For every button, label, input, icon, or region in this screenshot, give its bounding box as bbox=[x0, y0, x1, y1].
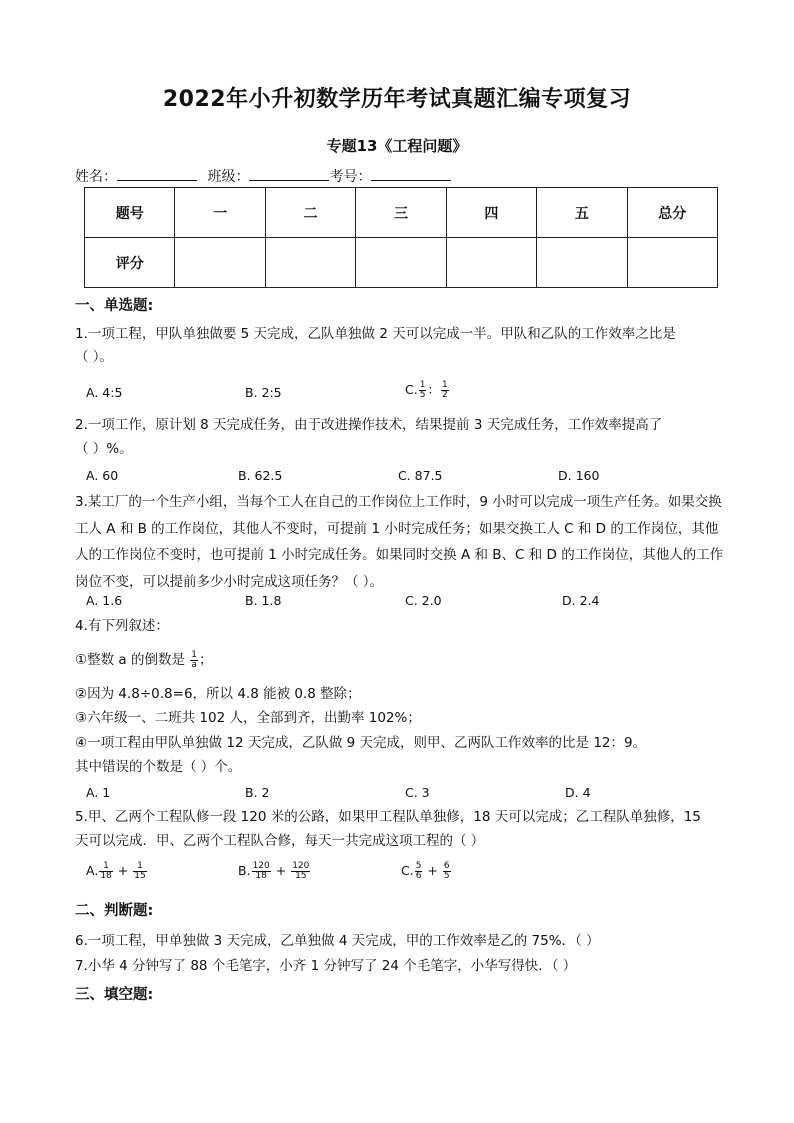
q7-text: 7.小华 4 分钟写了 88 个毛笔字，小齐 1 分钟写了 24 个毛笔字，小华写得快．（ ） bbox=[75, 958, 577, 974]
numerator: 1 bbox=[99, 862, 112, 872]
score-cell[interactable] bbox=[446, 238, 536, 288]
exam-no-blank[interactable] bbox=[371, 166, 451, 181]
q4-option-a[interactable]: A. 1 bbox=[86, 785, 111, 800]
q3-option-c[interactable]: C. 2.0 bbox=[405, 593, 442, 608]
q4-statement-4: ④一项工程由甲队单独做 12 天完成，乙队做 9 天完成，则甲、乙两队工作效率的比是 12：9。 bbox=[75, 735, 647, 751]
score-header-cell: 一 bbox=[175, 188, 265, 238]
denominator: 5 bbox=[443, 871, 450, 881]
fraction bbox=[415, 862, 423, 881]
q5-line1: 5.甲、乙两个工程队修一段 120 米的公路，如果甲工程队单独修，18 天可以完成；乙工程队单独修，15 bbox=[75, 809, 701, 825]
denominator: 15 bbox=[295, 871, 307, 881]
denominator: 18 bbox=[255, 871, 267, 881]
q3-option-d[interactable]: D. 2.4 bbox=[562, 593, 600, 608]
q1-line2: （ ）。 bbox=[75, 349, 114, 365]
plus-sign: + bbox=[117, 863, 129, 878]
section-heading-single-choice: 一、单选题: bbox=[75, 298, 154, 314]
score-cell[interactable] bbox=[356, 238, 446, 288]
q2-option-b[interactable]: B. 62.5 bbox=[238, 468, 283, 483]
fraction bbox=[443, 862, 451, 881]
score-header-cell: 总分 bbox=[627, 188, 717, 238]
score-table-header-row bbox=[85, 188, 718, 238]
q5-line2: 天可以完成．甲、乙两个工程队合修，每天一共完成这项工程的（ ） bbox=[75, 833, 485, 849]
q4-intro: 4.有下列叙述： bbox=[75, 618, 169, 634]
fraction bbox=[190, 651, 198, 670]
score-table-score-row bbox=[85, 238, 718, 288]
name-blank[interactable] bbox=[117, 166, 197, 181]
denominator: 2 bbox=[441, 390, 448, 400]
student-info-line bbox=[75, 166, 451, 186]
q1-option-b[interactable]: B. 2:5 bbox=[245, 385, 282, 400]
fraction bbox=[133, 862, 146, 881]
q2-line2: （ ）%。 bbox=[75, 441, 133, 457]
score-cell[interactable] bbox=[175, 238, 265, 288]
denominator: 18 bbox=[100, 871, 112, 881]
denominator: 5 bbox=[419, 390, 426, 400]
q2-line1: 2.一项工作，原计划 8 天完成任务，由于改进操作技术，结果提前 3 天完成任务，工作效率提高了 bbox=[75, 417, 663, 433]
q3-text: 3.某工厂的一个生产小组，当每个工人在自己的工作岗位上工作时，9 小时可以完成一项生产任务。如果交换工人 A 和 B 的工作岗位，其他人不变时，可提前 1 小时完成任务；如果交换工人 C 和 D 的工作岗位，其他人的工作岗位不变时，也可提前 1 小时完成任务。如果同时交换 A 和 B、C 和 D 的工作岗位，其他人的工作岗位不变，可以提前多少小时完成这项任务？（ ）。 bbox=[75, 494, 724, 590]
numerator: 1 bbox=[441, 380, 448, 390]
q3-option-b[interactable]: B. 1.8 bbox=[245, 593, 282, 608]
q5-option-a-prefix: A. bbox=[86, 863, 99, 878]
q5-option-b[interactable] bbox=[238, 862, 311, 881]
q4-option-c[interactable]: C. 3 bbox=[405, 785, 430, 800]
plus-sign: + bbox=[275, 863, 287, 878]
score-cell[interactable] bbox=[627, 238, 717, 288]
q4-statement-1 bbox=[75, 648, 213, 673]
section-heading-fill-blank: 三、填空题: bbox=[75, 987, 154, 1003]
score-cell[interactable] bbox=[537, 238, 627, 288]
q4-statement-1-text: ①整数 a 的倒数是 bbox=[75, 652, 185, 668]
q4-statement-1-suffix: ； bbox=[199, 652, 213, 668]
denominator: 6 bbox=[415, 871, 422, 881]
fraction bbox=[419, 381, 427, 400]
q5-option-b-prefix: B. bbox=[238, 863, 251, 878]
score-header-cell: 二 bbox=[265, 188, 355, 238]
q1-line1: 1.一项工程，甲队单独做要 5 天完成，乙队单独做 2 天可以完成一半。甲队和乙队的工作效率之比是 bbox=[75, 326, 676, 342]
exam-no-label: 考号： bbox=[329, 169, 372, 185]
numerator: 1 bbox=[419, 380, 426, 390]
q6-text: 6.一项工程，甲单独做 3 天完成，乙单独做 4 天完成，甲的工作效率是乙的 75%．（ ） bbox=[75, 933, 600, 949]
denominator: 15 bbox=[134, 871, 146, 881]
ratio-separator: ： bbox=[427, 382, 440, 397]
q4-statement-2: ②因为 4.8÷0.8=6，所以 4.8 能被 0.8 整除； bbox=[75, 686, 361, 702]
q5-option-c[interactable] bbox=[401, 862, 452, 881]
q4-option-d[interactable]: D. 4 bbox=[565, 785, 591, 800]
q5-option-a[interactable] bbox=[86, 862, 148, 881]
q1-option-a[interactable]: A. 4:5 bbox=[86, 385, 123, 400]
q1-option-c-prefix: C. bbox=[405, 382, 418, 397]
denominator: a bbox=[191, 659, 197, 670]
q3-option-a[interactable]: A. 1.6 bbox=[86, 593, 123, 608]
q4-statement-3: ③六年级一、二班共 102 人，全部到齐，出勤率 102%； bbox=[75, 710, 421, 726]
class-label: 班级： bbox=[207, 169, 250, 185]
fraction bbox=[99, 862, 112, 881]
fraction bbox=[441, 381, 449, 400]
q4-option-b[interactable]: B. 2 bbox=[245, 785, 270, 800]
plus-sign: + bbox=[427, 863, 438, 878]
q4-question: 其中错误的个数是（ ）个。 bbox=[75, 759, 242, 775]
score-header-cell: 题号 bbox=[85, 188, 175, 238]
fraction bbox=[291, 862, 310, 881]
section-heading-true-false: 二、判断题: bbox=[75, 903, 154, 919]
score-row-label: 评分 bbox=[85, 238, 175, 288]
page-title: 2022年小升初数学历年考试真题汇编专项复习 bbox=[162, 87, 632, 112]
score-cell[interactable] bbox=[265, 238, 355, 288]
q5-option-c-prefix: C. bbox=[401, 863, 414, 878]
name-label: 姓名： bbox=[75, 169, 117, 185]
q1-option-c[interactable] bbox=[405, 380, 450, 400]
fraction bbox=[252, 862, 271, 881]
numerator: 6 bbox=[443, 861, 450, 871]
score-table bbox=[84, 187, 718, 288]
score-header-cell: 四 bbox=[446, 188, 536, 238]
numerator: 120 bbox=[252, 861, 270, 871]
class-blank[interactable] bbox=[249, 166, 329, 181]
q2-option-d[interactable]: D. 160 bbox=[558, 468, 600, 483]
numerator: 1 bbox=[133, 862, 146, 872]
score-header-cell: 三 bbox=[356, 188, 446, 238]
score-header-cell: 五 bbox=[537, 188, 627, 238]
numerator: 120 bbox=[292, 861, 310, 871]
q2-option-c[interactable]: C. 87.5 bbox=[398, 468, 443, 483]
q2-option-a[interactable]: A. 60 bbox=[86, 468, 119, 483]
page-subtitle: 专题13《工程问题》 bbox=[326, 137, 468, 155]
numerator: 1 bbox=[191, 649, 197, 660]
numerator: 5 bbox=[415, 861, 422, 871]
